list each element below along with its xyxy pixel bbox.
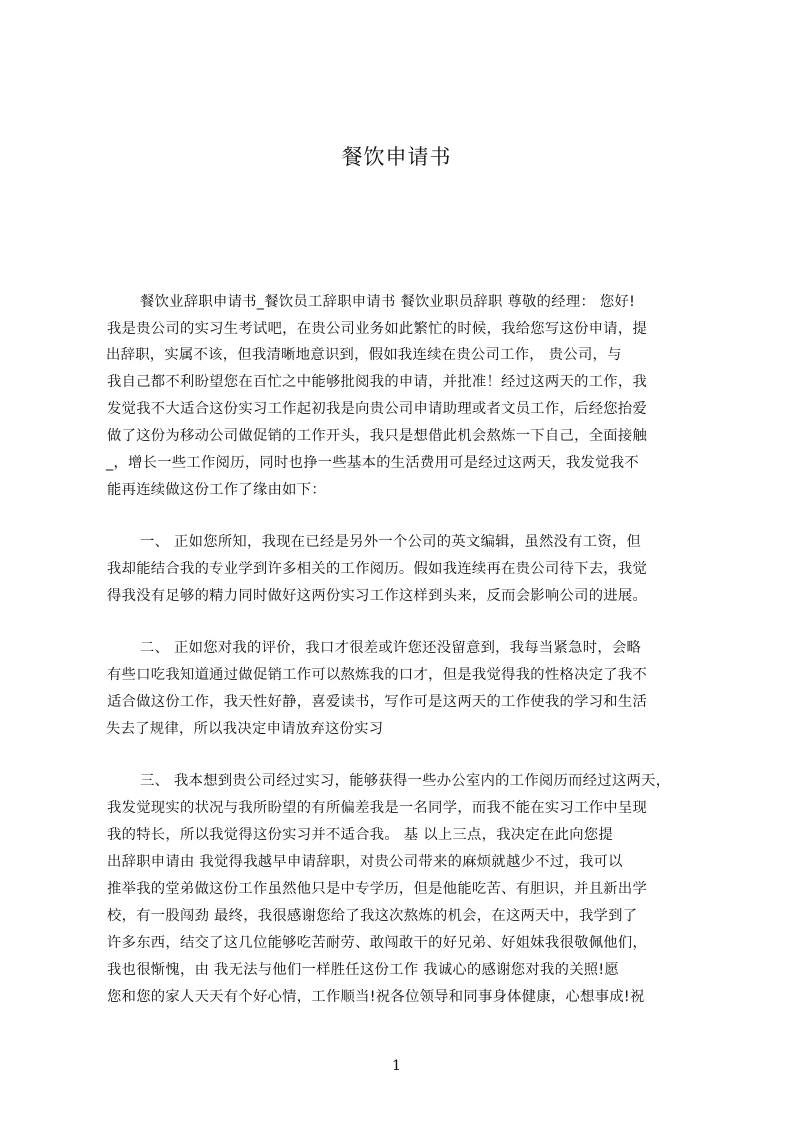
- text-line: 出辞职申请由 我觉得我越早申请辞职，对贵公司带来的麻烦就越少不过，我可以: [107, 854, 623, 870]
- text-line: 能再连续做这份工作了缘由如下：: [107, 482, 326, 498]
- text-line: 推举我的堂弟做这份工作虽然他只是中专学历，但是他能吃苦、有胆识，并且新出学: [107, 881, 648, 897]
- text-line: 许多东西，结交了这几位能够吃苦耐劳、敢闯敢干的好兄弟、好姐妹我很敬佩他们，: [107, 935, 648, 951]
- text-line: 有些口吃我知道通过做促销工作可以熬炼我的口才，但是我觉得我的性格决定了我不: [107, 667, 648, 683]
- text-line: 一、 正如您所知，我现在已经是另外一个公司的英文编辑，虽然没有工资，但: [140, 534, 642, 550]
- text-line: 我也很惭愧，由 我无法与他们一样胜任这份工作 我诚心的感谢您对我的关照!愿: [107, 962, 620, 978]
- text-line: 失去了规律，所以我决定申请放弃这份实习: [106, 721, 384, 737]
- text-line: 餐饮业辞职申请书_餐饮员工辞职申请书 餐饮业职员辞职 尊敬的经理： 您好!: [140, 294, 636, 310]
- text-line: 我自己都不利盼望您在百忙之中能够批阅我的申请，并批准！经过这两天的工作，我: [107, 374, 648, 390]
- text-line: 发觉我不大适合这份实习工作起初我是向贵公司申请助理或者文员工作，后经您抬爱: [107, 401, 648, 417]
- text-line: 我的特长，所以我觉得这份实习并不适合我。 基 以上三点，我决定在此向您提: [107, 827, 613, 843]
- text-line: 得我没有足够的精力同时做好这两份实习工作这样到头来，反而会影响公司的进展。: [107, 588, 648, 604]
- text-line: 我却能结合我的专业学到许多相关的工作阅历。假如我连续再在贵公司待下去，我觉: [107, 561, 648, 577]
- text-line: 您和您的家人天天有个好心情，工作顺当!祝各位领导和同事身体健康，心想事成!祝: [107, 989, 645, 1005]
- page-title: 餐饮申请书: [341, 145, 452, 169]
- text-line: 做了这份为移动公司做促销的工作开头，我只是想借此机会熬炼一下自己，全面接触: [107, 428, 648, 444]
- text-line: 出辞职，实属不该，但我清晰地意识到，假如我连续在贵公司工作， 贵公司，与: [106, 347, 622, 363]
- text-line: 适合做这份工作，我天性好静，喜爱读书，写作可是这两天的工作使我的学习和生活: [107, 694, 648, 710]
- page-number: 1: [392, 1058, 401, 1074]
- text-line: 校，有一股闯劲 最终，我很感谢您给了我这次熬炼的机会，在这两天中，我学到了: [107, 908, 638, 924]
- text-line: _，增长一些工作阅历，同时也挣一些基本的生活费用可是经过这两天，我发觉我不: [106, 455, 639, 471]
- text-line: 三、 我本想到贵公司经过实习，能够获得一些办公室内的工作阅历而经过这两天，: [140, 773, 671, 789]
- text-line: 我是贵公司的实习生考试吧，在贵公司业务如此繁忙的时候，我给您写这份申请，提: [107, 321, 648, 337]
- text-line: 二、 正如您对我的评价，我口才很差或许您还没留意到，我每当紧急时，会略: [140, 640, 642, 656]
- text-line: 我发觉现实的状况与我所盼望的有所偏差我是一名同学，而我不能在实习工作中呈现: [107, 800, 648, 816]
